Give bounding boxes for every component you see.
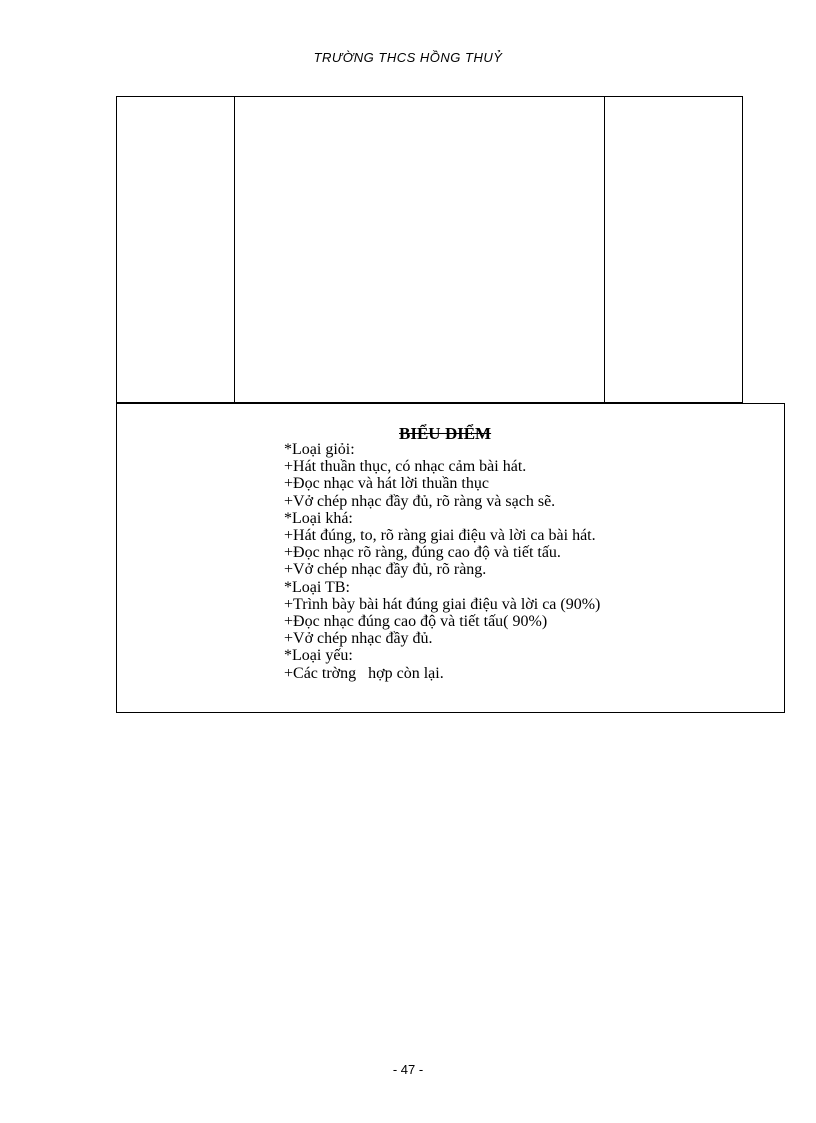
grading-line: +Đọc nhạc rõ ràng, đúng cao độ và tiết tấu.	[284, 544, 561, 562]
grading-line: *Loại khá:	[284, 509, 353, 527]
grading-line: +Vở chép nhạc đầy đủ, rõ ràng và sạch sẽ.	[284, 492, 556, 510]
grading-list	[284, 441, 600, 682]
grading-line: +Đọc nhạc đúng cao độ và tiết tấu( 90%)	[284, 613, 548, 631]
grading-line: +Các trờng hợp còn lại.	[284, 664, 444, 682]
lesson-table	[116, 96, 743, 403]
grading-line: +Vở chép nhạc đầy đủ.	[284, 630, 433, 648]
table-cell-middle	[235, 97, 605, 402]
grading-line: +Trình bày bài hát đúng giai điệu và lời ca (90%)	[284, 595, 601, 613]
table-cell-right	[605, 97, 742, 402]
page-header: TRƯỜNG THCS HỒNG THUỶ	[313, 50, 503, 65]
grading-line: *Loại yếu:	[284, 647, 353, 665]
grading-line: *Loại giỏi:	[284, 441, 355, 458]
grading-box	[116, 403, 785, 713]
grading-line: +Vở chép nhạc đầy đủ, rõ ràng.	[284, 561, 487, 579]
grading-line: *Loại TB:	[284, 578, 350, 596]
grading-line: +Hát đúng, to, rõ ràng giai điệu và lời ca bài hát.	[284, 527, 596, 545]
grading-title: BIỂU ĐIỂM	[399, 424, 492, 443]
page-number: - 47 -	[392, 1062, 424, 1077]
table-cell-left	[117, 97, 235, 402]
grading-line: +Hát thuần thục, có nhạc cảm bài hát.	[284, 458, 527, 476]
grading-line: +Đọc nhạc và hát lời thuần thục	[284, 475, 489, 493]
